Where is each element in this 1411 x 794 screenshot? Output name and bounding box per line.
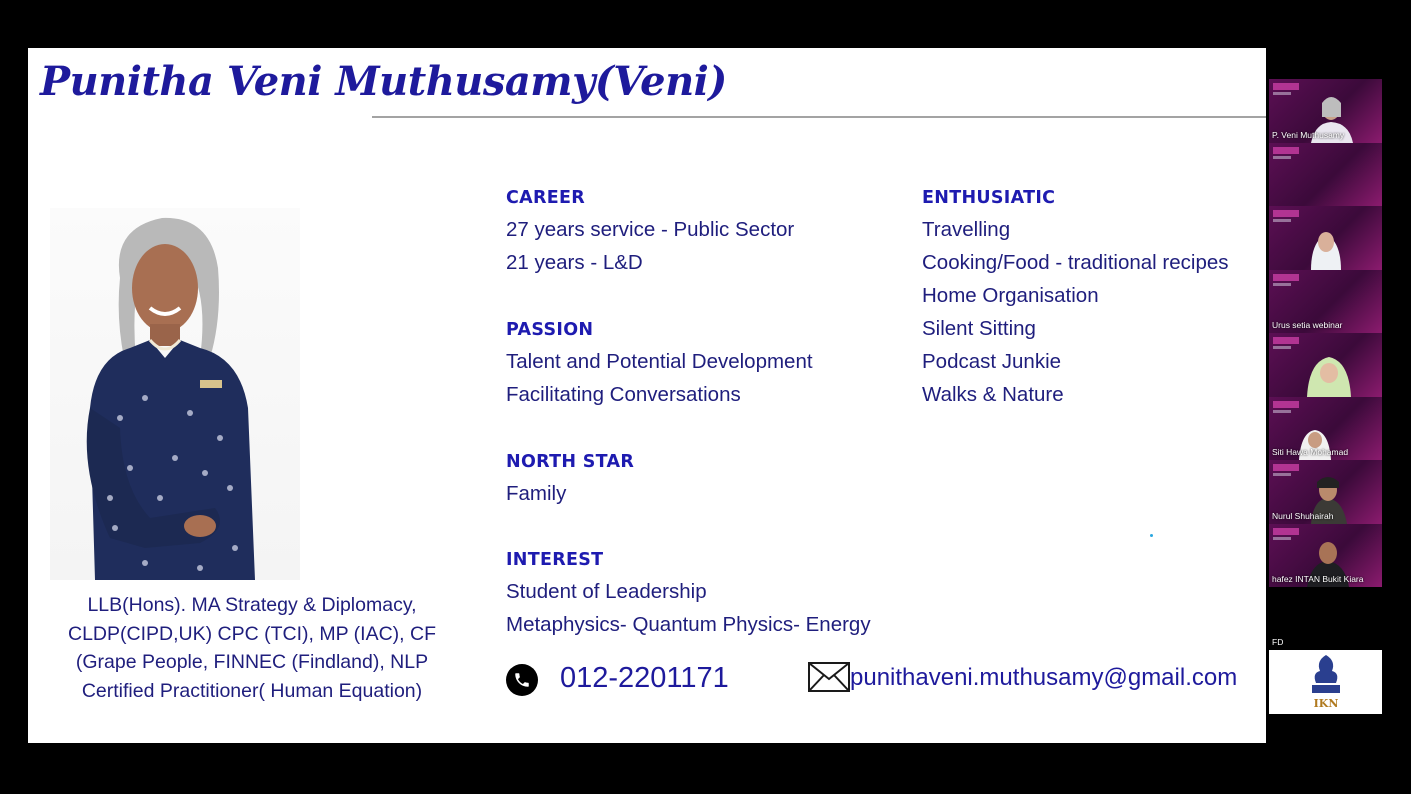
enthusiatic-item: Home Organisation xyxy=(922,284,1099,307)
participant-tile[interactable] xyxy=(1269,397,1382,461)
brand-subtext xyxy=(1273,219,1291,222)
north-star-heading: NORTH STAR xyxy=(506,452,635,472)
brand-subtext xyxy=(1273,156,1291,159)
participant-tile[interactable] xyxy=(1269,270,1382,334)
enthusiatic-item: Podcast Junkie xyxy=(922,350,1062,373)
slide-title: Punitha Veni Muthusamy(Veni) xyxy=(40,58,727,105)
brand-mark xyxy=(1273,337,1299,344)
qualification-line: Certified Practitioner( Human Equation) xyxy=(81,679,423,702)
participant-name: P. Veni Muthusamy xyxy=(1272,129,1345,140)
enthusiatic-heading: ENTHUSIATIC xyxy=(922,188,1056,208)
participant-tile[interactable] xyxy=(1269,143,1382,207)
participant-tile[interactable] xyxy=(1269,206,1382,270)
participant-logo-tile[interactable] xyxy=(1269,650,1382,714)
participant-tile[interactable] xyxy=(1269,333,1382,397)
brand-subtext xyxy=(1273,346,1291,349)
enthusiatic-item: Cooking/Food - traditional recipes xyxy=(922,251,1229,274)
brand-mark xyxy=(1273,83,1299,90)
passion-heading: PASSION xyxy=(506,320,594,340)
phone-number: 012-2201171 xyxy=(560,662,729,694)
ikn-logo-icon xyxy=(1306,653,1346,711)
brand-subtext xyxy=(1273,92,1291,95)
participant-video xyxy=(1297,216,1355,270)
participant-name: Nurul Shuhairah xyxy=(1272,510,1334,521)
career-item: 27 years service - Public Sector xyxy=(506,218,795,241)
passion-item: Facilitating Conversations xyxy=(506,383,741,406)
interest-section xyxy=(506,550,871,647)
envelope-icon xyxy=(807,661,851,693)
qualification-line: (Grape People, FINNEC (Findland), NLP xyxy=(75,651,429,673)
brand-mark xyxy=(1273,464,1299,471)
brand-mark xyxy=(1273,147,1299,154)
profile-photo xyxy=(50,208,300,580)
participant-gallery xyxy=(1269,79,1382,587)
brand-subtext xyxy=(1273,537,1291,540)
brand-mark xyxy=(1273,528,1299,535)
enthusiatic-section xyxy=(922,188,1229,417)
participant-name: Siti Hawa Mohamad xyxy=(1272,447,1349,457)
participant-tile[interactable] xyxy=(1269,79,1382,143)
phone-icon xyxy=(506,664,538,696)
email-address: punithaveni.muthusamy@gmail.com xyxy=(850,664,1238,691)
career-heading: CAREER xyxy=(506,188,586,208)
participant-tile[interactable] xyxy=(1269,524,1382,588)
north-star-item: Family xyxy=(506,482,567,505)
brand-subtext xyxy=(1273,283,1291,286)
laser-pointer-dot xyxy=(1150,534,1153,537)
interest-heading: INTEREST xyxy=(506,550,604,570)
career-item: 21 years - L&D xyxy=(506,251,643,274)
brand-subtext xyxy=(1273,473,1291,476)
brand-mark xyxy=(1273,401,1299,408)
participant-tile[interactable] xyxy=(1269,460,1382,524)
north-star-section xyxy=(506,452,634,516)
brand-subtext xyxy=(1273,410,1291,413)
enthusiatic-item: Travelling xyxy=(922,218,1011,241)
passion-item: Talent and Potential Development xyxy=(506,350,813,373)
participant-name: Urus setia webinar xyxy=(1272,320,1343,330)
title-divider xyxy=(372,116,1266,118)
qualification-line: LLB(Hons). MA Strategy & Diplomacy, xyxy=(87,594,417,616)
enthusiatic-item: Silent Sitting xyxy=(922,317,1036,340)
presentation-slide xyxy=(28,48,1266,743)
qualifications-text xyxy=(42,591,462,705)
passion-section xyxy=(506,320,813,417)
participant-video xyxy=(1297,343,1355,397)
brand-mark xyxy=(1273,210,1299,217)
fd-label: FD xyxy=(1272,637,1284,647)
enthusiatic-item: Walks & Nature xyxy=(922,383,1064,406)
brand-mark xyxy=(1273,274,1299,281)
interest-item: Student of Leadership xyxy=(506,580,707,603)
qualification-line: CLDP(CIPD,UK) CPC (TCI), MP (IAC), CF xyxy=(68,622,436,645)
career-section xyxy=(506,188,794,285)
participant-name: hafez INTAN Bukit Kiara xyxy=(1272,574,1364,584)
logo-text: IKN xyxy=(1313,697,1338,710)
interest-item: Metaphysics- Quantum Physics- Energy xyxy=(506,613,871,636)
